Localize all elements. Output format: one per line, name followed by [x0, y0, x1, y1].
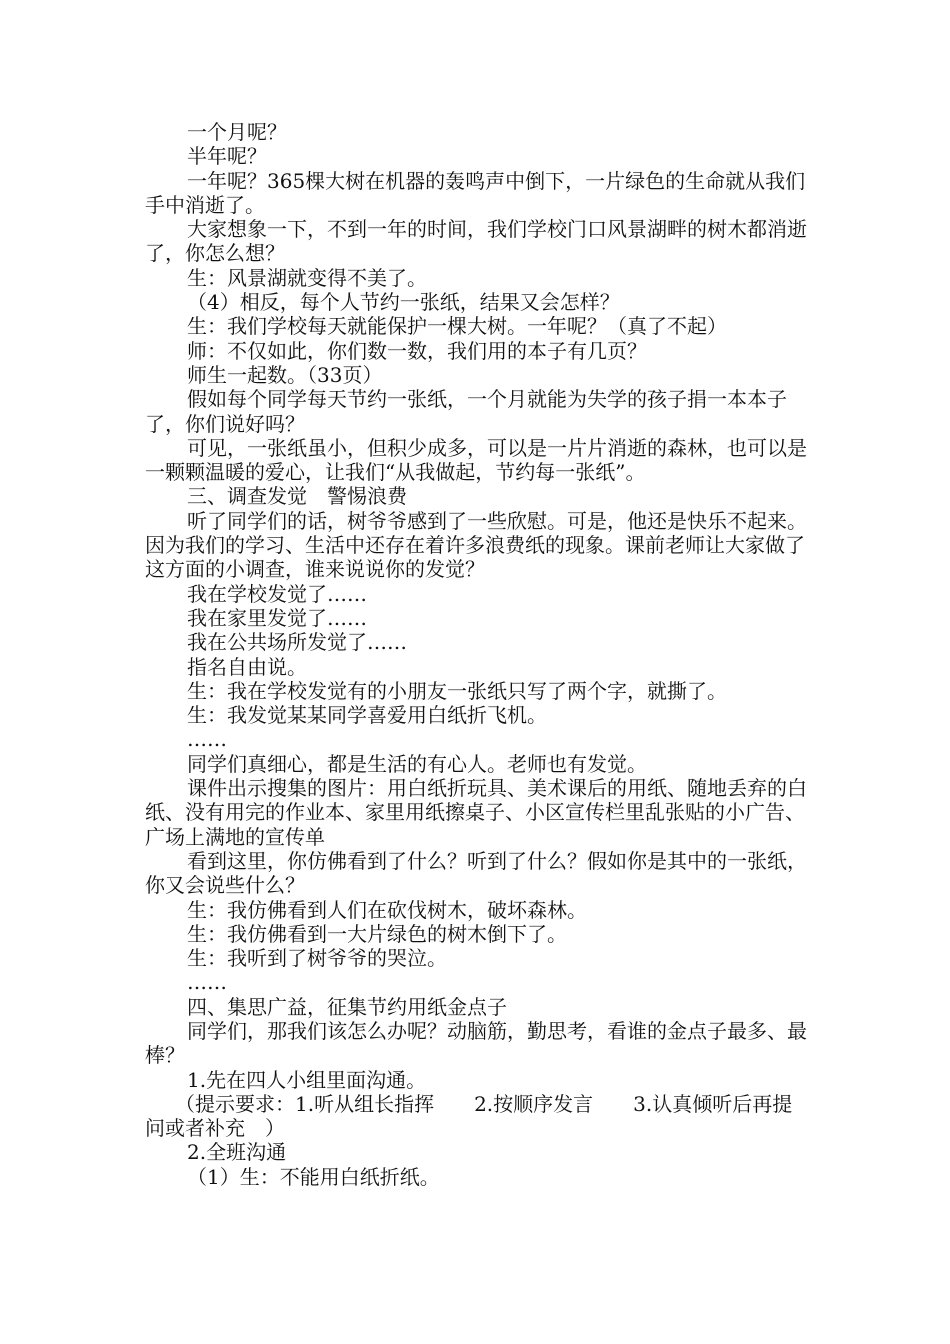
paragraph: 可见，一张纸虽小，但积少成多，可以是一片片消逝的森林，也可以是一颗颗温暖的爱心，让我们“从我做起，节约每一张纸”。: [145, 435, 807, 485]
paragraph: 假如每个同学每天节约一张纸，一个月就能为失学的孩子捐一本本子了，你们说好吗？: [145, 387, 787, 436]
paragraph: （提示要求：1.听从组长指挥 2.按顺序发言 3.认真倾听后再提问或者补充 ）: [145, 1091, 793, 1141]
paragraph: 指名自由说。: [187, 654, 307, 679]
paragraph: 生：我们学校每天就能保护一棵大树。一年呢？（真了不起）: [187, 314, 727, 339]
paragraph: 生：我发觉某某同学喜爱用白纸折飞机。: [187, 703, 547, 728]
paragraph: 我在公共场所发觉了……: [187, 630, 407, 655]
paragraph: 同学们，那我们该怎么办呢？动脑筋，勤思考，看谁的金点子最多、最棒？: [145, 1018, 807, 1068]
paragraph: （4）相反，每个人节约一张纸，结果又会怎样？: [187, 290, 620, 315]
paragraph: 生：风景湖就变得不美了。: [187, 265, 427, 290]
paragraph: 生：我仿佛看到一大片绿色的树木倒下了。: [187, 921, 567, 946]
paragraph: 生：我仿佛看到人们在砍伐树木，破坏森林。: [187, 897, 587, 922]
paragraph: 生：我在学校发觉有的小朋友一张纸只写了两个字，就撕了。: [187, 678, 727, 703]
paragraph: 师：不仅如此，你们数一数，我们用的本子有几页？: [187, 338, 647, 363]
paragraph: 我在家里发觉了……: [187, 605, 367, 630]
paragraph: 课件出示搜集的图片：用白纸折玩具、美术课后的用纸、随地丢弃的白纸、没有用完的作业本、家里用纸擦桌子、小区宣传栏里乱张贴的小广告、广场上满地的宣传单: [145, 776, 807, 849]
paragraph: ……: [187, 727, 227, 752]
paragraph: 一年呢？365棵大树在机器的轰鸣声中倒下，一片绿色的生命就从我们手中消逝了。: [145, 168, 806, 217]
paragraph: 1.先在四人小组里面沟通。: [187, 1067, 427, 1092]
paragraph: 听了同学们的话，树爷爷感到了一些欣慰。可是，他还是快乐不起来。因为我们的学习、生活中还存在着许多浪费纸的现象。课前老师让大家做了这方面的小调查，谁来说说你的发觉？: [145, 508, 807, 582]
paragraph: 同学们真细心，都是生活的有心人。老师也有发觉。: [187, 751, 647, 776]
paragraph: （1）生：不能用白纸折纸。: [187, 1164, 440, 1189]
paragraph: 生：我听到了树爷爷的哭泣。: [187, 946, 447, 971]
paragraph: 师生一起数。（33页）: [187, 362, 383, 387]
paragraph: ……: [187, 970, 227, 995]
paragraph: 半年呢？: [187, 144, 267, 169]
paragraph: 大家想象一下，不到一年的时间，我们学校门口风景湖畔的树木都消逝了，你怎么想？: [145, 217, 807, 266]
paragraph: 2.全班沟通: [187, 1140, 287, 1165]
section-heading: 三、调查发觉 警惕浪费: [187, 484, 407, 509]
section-heading: 四、集思广益，征集节约用纸金点子: [187, 994, 507, 1019]
paragraph: 我在学校发觉了……: [187, 581, 367, 606]
document-body: [145, 120, 810, 1189]
paragraph: 一个月呢？: [187, 120, 287, 144]
paragraph: 看到这里，你仿佛看到了什么？听到了什么？假如你是其中的一张纸，你又会说些什么？: [145, 848, 807, 898]
